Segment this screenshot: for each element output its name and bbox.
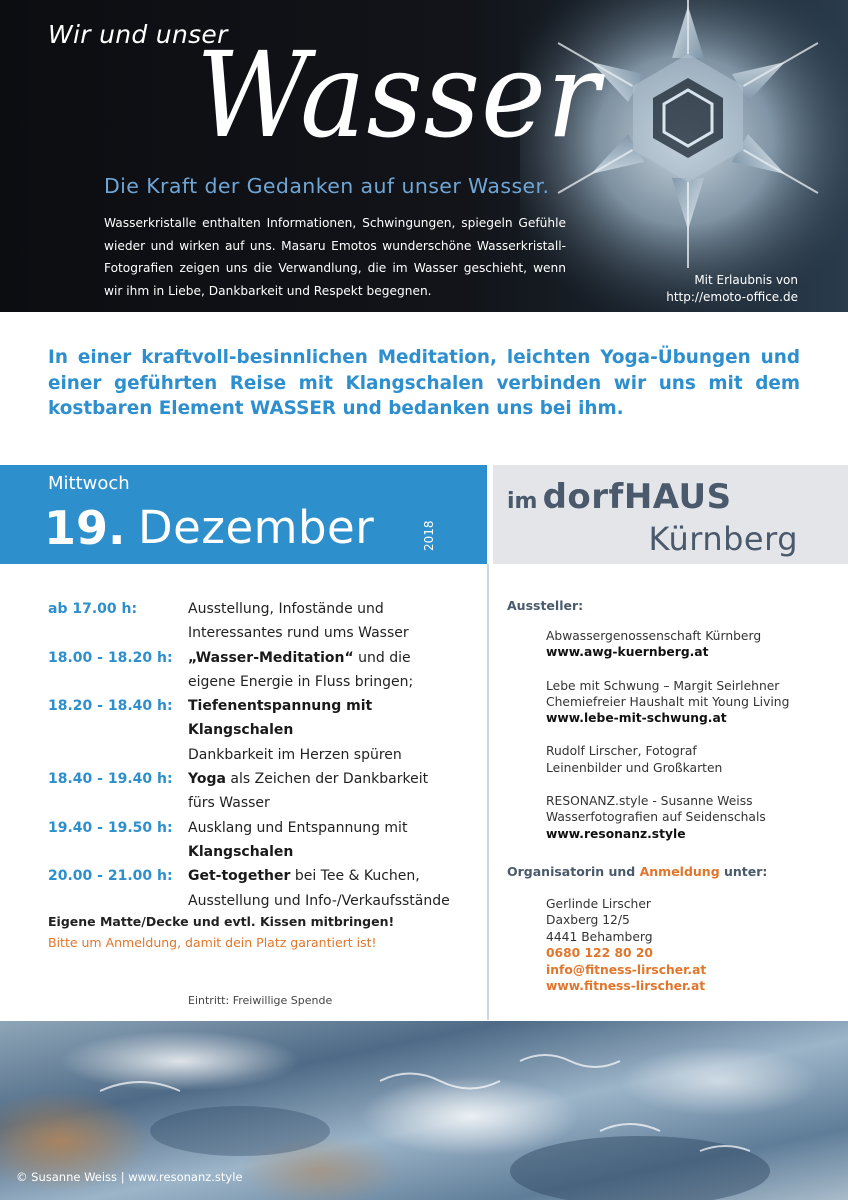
venue-band — [493, 465, 848, 564]
exhibitor-item — [546, 628, 836, 661]
schedule-desc — [188, 767, 428, 816]
desc-bold: Get-together — [188, 868, 291, 885]
credit-url: http://emoto-office.de — [666, 290, 798, 304]
schedule-desc — [188, 694, 468, 767]
exhibitor-name: Rudolf Lirscher, Fotograf — [546, 744, 697, 759]
desc-line: eigene Energie in Fluss bringen; — [188, 673, 414, 690]
schedule-time: 19.40 - 19.50 h: — [48, 819, 173, 836]
organizer-city: 4441 Behamberg — [546, 929, 653, 944]
photo-credit: © Susanne Weiss | www.resonanz.style — [16, 1170, 243, 1184]
desc-bold: „Wasser-Meditation“ — [188, 649, 354, 666]
day: 19. — [44, 501, 126, 555]
entry-fee: Eintritt: Freiwillige Spende — [188, 994, 333, 1007]
desc-line — [188, 694, 468, 743]
notes — [48, 911, 394, 953]
desc-rest: und die — [353, 649, 411, 666]
desc-line — [188, 767, 428, 791]
schedule-row — [48, 694, 468, 767]
exhibitor-item — [546, 678, 836, 727]
organizer-phone[interactable]: 0680 122 80 20 — [546, 946, 653, 961]
desc-line: Interessantes rund ums Wasser — [188, 625, 409, 642]
organizer-heading — [507, 864, 767, 879]
exhibitor-desc: Leinenbilder und Großkarten — [546, 760, 723, 775]
schedule-time: 20.00 - 21.00 h: — [48, 868, 173, 885]
schedule — [48, 597, 468, 913]
venue-place: Kürnberg — [648, 520, 798, 558]
desc-bold: Klangschalen — [188, 843, 294, 860]
organizer-heading-c: unter: — [719, 864, 768, 879]
desc-line — [188, 864, 450, 888]
desc-line — [188, 646, 413, 670]
exhibitor-link[interactable]: www.lebe-mit-schwung.at — [546, 711, 727, 726]
weekday: Mittwoch — [48, 473, 130, 494]
organizer-web[interactable]: www.fitness-lirscher.at — [546, 979, 706, 994]
schedule-time: 18.20 - 18.40 h: — [48, 698, 173, 715]
desc-line — [188, 840, 407, 864]
schedule-row — [48, 816, 468, 865]
schedule-time: ab 17.00 h: — [48, 601, 138, 617]
intro-text: Wasserkristalle enthalten Informationen, Schwingungen, spiegeln Gefühle wieder und wirken auf uns. Masaru Emotos wunderschöne Wasserkristall-Fotografien zeigen uns die Verwandlung, die im Wasser geschieht, wenn wir ihm in Liebe, Dankbarkeit und Respekt begegnen. — [104, 216, 566, 298]
schedule-row — [48, 767, 468, 816]
schedule-desc — [188, 816, 407, 865]
schedule-row — [48, 864, 468, 913]
desc-line: Ausstellung, Infostände und — [188, 601, 384, 617]
exhibitor-name: RESONANZ.style - Susanne Weiss — [546, 794, 753, 809]
organizer-contact — [546, 896, 706, 994]
year-text: 2018 — [422, 520, 436, 551]
exhibitor-name: Lebe mit Schwung – Margit Seirlehner — [546, 678, 780, 693]
schedule-time: 18.40 - 19.40 h: — [48, 771, 173, 788]
desc-bold: Tiefenentspannung mit Klangschalen — [188, 698, 373, 739]
subtitle: Die Kraft der Gedanken auf unser Wasser. — [104, 174, 550, 198]
desc-bold: Yoga — [188, 771, 226, 788]
schedule-desc — [188, 597, 409, 646]
date-band — [0, 465, 487, 564]
venue-prefix: im — [507, 489, 538, 514]
schedule-desc — [188, 864, 450, 913]
credit-line1: Mit Erlaubnis von — [694, 273, 798, 287]
desc-line: Ausklang und Entspannung mit — [188, 819, 408, 836]
exhibitor-link[interactable]: www.resonanz.style — [546, 826, 686, 841]
image-credit — [666, 272, 798, 306]
exhibitor-link[interactable]: www.awg-kuernberg.at — [546, 645, 709, 660]
month: Dezember — [138, 501, 375, 554]
desc-rest: bei Tee & Kuchen, — [290, 868, 420, 885]
lead-paragraph: In einer kraftvoll-besinnlichen Meditation, leichten Yoga-Übungen und einer geführten Reise mit Klangschalen verbinden wir uns mit dem kostbaren Element WASSER und bedanken uns bei ihm. — [48, 347, 800, 420]
bring-note: Eigene Matte/Decke und evtl. Kissen mitbringen! — [48, 914, 395, 929]
exhibitors-heading: Aussteller: — [507, 598, 584, 613]
desc-rest: als Zeichen der Dankbarkeit — [225, 771, 429, 788]
desc-line: Dankbarkeit im Herzen spüren — [188, 746, 402, 763]
exhibitors-list — [546, 628, 836, 859]
year — [422, 520, 436, 551]
organizer-street: Daxberg 12/5 — [546, 913, 630, 928]
organizer-name: Gerlinde Lirscher — [546, 897, 651, 911]
exhibitor-item — [546, 743, 836, 776]
desc-line: fürs Wasser — [188, 795, 270, 812]
main-title: Wasser — [196, 26, 601, 164]
venue-line — [507, 477, 732, 517]
organizer-email[interactable]: info@fitness-lirscher.at — [546, 962, 707, 977]
schedule-row — [48, 597, 468, 646]
exhibitor-item — [546, 793, 836, 842]
schedule-desc — [188, 646, 413, 695]
exhibitor-desc: Chemiefreier Haushalt mit Young Living — [546, 694, 790, 709]
header-banner — [0, 0, 848, 312]
venue-name: dorfHAUS — [542, 477, 732, 517]
exhibitor-desc: Wasserfotografien auf Seidenschals — [546, 810, 766, 825]
organizer-heading-b: Anmeldung — [639, 864, 720, 879]
register-note: Bitte um Anmeldung, damit dein Platz garantiert ist! — [48, 935, 377, 950]
organizer-heading-a: Organisatorin und — [507, 864, 640, 879]
schedule-row — [48, 646, 468, 695]
exhibitor-name: Abwassergenossenschaft Kürnberg — [546, 629, 762, 643]
pre-title: Wir und unser — [48, 20, 228, 49]
schedule-time: 18.00 - 18.20 h: — [48, 649, 173, 666]
desc-line: Ausstellung und Info-/Verkaufsstände — [188, 892, 450, 909]
column-divider — [487, 564, 489, 1020]
